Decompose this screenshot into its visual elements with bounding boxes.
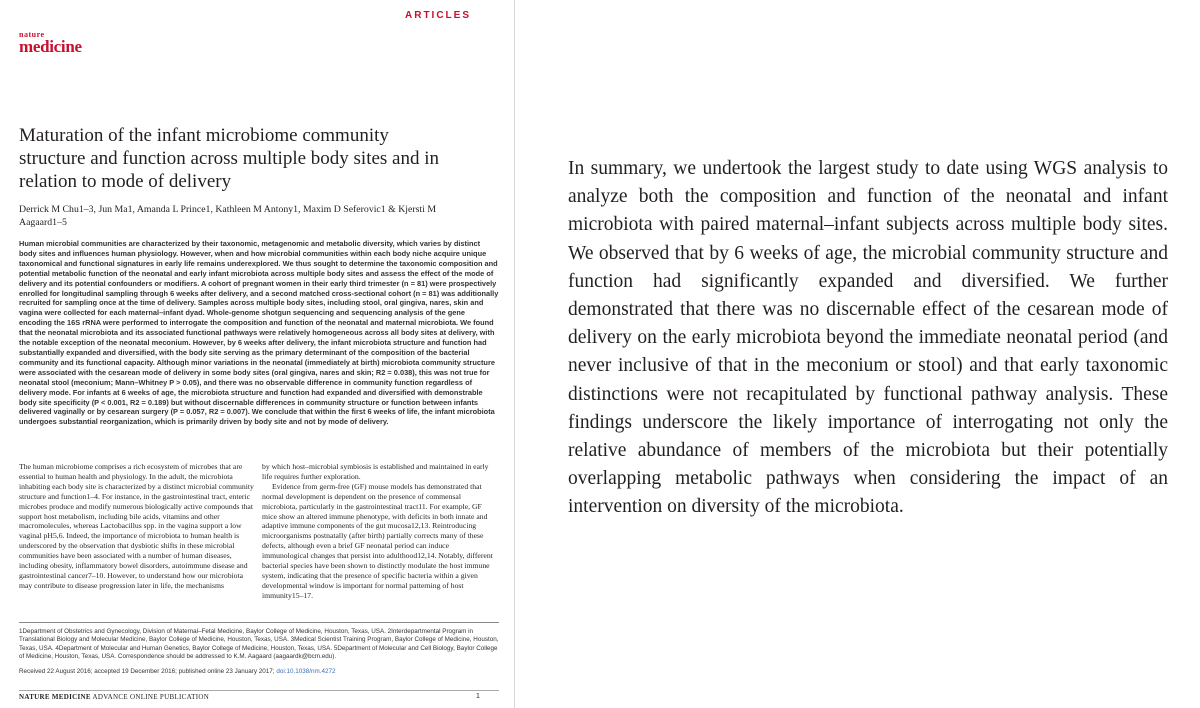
article-authors: Derrick M Chu1–3, Jun Ma1, Amanda L Prince1, Kathleen M Antony1, Maxim D Seferovic1 & Kjersti M Aagaard1–5	[19, 204, 437, 228]
body-paragraph: by which host–microbial symbiosis is established and maintained in early life requires further exploration.	[262, 462, 489, 481]
summary-panel	[520, 0, 1200, 708]
logo-big-text: medicine	[19, 37, 82, 56]
journal-logo	[19, 31, 82, 55]
received-dates	[19, 668, 499, 676]
page-number: 1	[476, 693, 480, 700]
footnote-divider	[19, 622, 499, 623]
body-column-right	[262, 462, 497, 601]
article-page	[0, 0, 515, 708]
logo-small-text: nature	[19, 30, 45, 39]
doi-link[interactable]: doi:10.1038/nm.4272	[276, 668, 336, 675]
affiliations: 1Department of Obstetrics and Gynecology, Division of Maternal–Fetal Medicine, Baylor College of Medicine, Houston, Texas, USA. 2Interdepartmental Program in Translational Biology and Molecular Medicine, Baylor College of Medicine, Houston, Texas, USA. 3Medical Scientist Training Program, Baylor College of Medicine, Houston, Texas, USA. 4Department of Molecular and Human Genetics, Baylor College of Medicine, Houston, Texas, USA. 5Department of Molecular and Cell Biology, Baylor College of Medicine, Houston, Texas, USA. Correspondence should be addressed to K.M. Aagaard (aagaardk@bcm.edu).	[19, 628, 499, 660]
article-abstract: Human microbial communities are characterized by their taxonomic, metagenomic and metabolic diversity, which varies by distinct body sites and influences human physiology. However, when and how microbial communities within each body niche acquire unique taxonomical and functional signatures in early life remains underexplored. We thus sought to determine the taxonomic composition and potential metabolic function of the neonatal and early infant microbiota across multiple body sites and assess the effect of the mode of delivery and its potential confounders or modifiers. A cohort of pregnant women in their early third trimester (n = 81) were prospectively enrolled for longitudinal sampling through 6 weeks after delivery, and a second matched cross-sectional cohort (n = 81) was additionally recruited for sampling once at the time of delivery. Samples across multiple body sites, including stool, oral gingiva, nares, skin and vagina were collected for each maternal–infant dyad. Whole-genome shotgun sequencing and sequencing analysis of the gene encoding the 16S rRNA were performed to interrogate the composition and function of the neonatal and maternal microbiota. We found that the neonatal microbiota and its associated functional pathways were relatively homogeneous across all body sites at delivery, with the notable exception of the neonatal meconium. However, by 6 weeks after delivery, the infant microbiota structure and function had substantially expanded and diversified, with the body site serving as the primary determinant of the composition of the bacterial community and its functional capacity. Although minor variations in the neonatal (immediately at birth) microbiota community structure were associated with the cesarean mode of delivery in some body sites (oral gingiva, nares and skin; R2 = 0.038), this was not true for neonatal stool (meconium; Mann–Whitney P > 0.05), and there was no observable difference in community function regardless of delivery mode. For infants at 6 weeks of age, the microbiota structure and function had expanded and diversified with demonstrable body site specificity (P < 0.001, R2 = 0.189) but without discernable differences in community structure or function between infants delivered vaginally or by cesarean surgery (P = 0.057, R2 = 0.007). We conclude that within the first 6 weeks of life, the infant microbiota undergoes substantial reorganization, which is primarily driven by body site and not by mode of delivery.	[19, 239, 499, 427]
article-title: Maturation of the infant microbiome community structure and function across multiple body sites and in relation to mode of delivery	[19, 125, 440, 192]
summary-text: In summary, we undertook the largest study to date using WGS analysis to analyze both the composition and function of the neonatal and infant microbiota with paired maternal–infant subjects across multiple body sites. We observed that by 6 weeks of age, the microbial community structure and function had significantly expanded and diversified. We further demonstrated that there was no discernable effect of the cesarean mode of delivery on the early microbiota beyond the immediate neonatal period (and never inclusive of that in the meconium or stool) and that early taxonomic distinctions were not recapitulated by functional pathway analysis. These findings underscore the likely importance of interrogating not only the relative abundance of members of the microbiota but their potentially overlapping metabolic pathways when considering the impact of an intervention on diversity of the microbiota.	[568, 158, 1168, 518]
body-paragraph: The human microbiome comprises a rich ecosystem of microbes that are essential to human health and physiology. In the adult, the microbiota inhabiting each body site is characterized by a distinct microbial community structure and function1–4. For instance, in the gastrointestinal tract, enteric microbes produce and modify numerous biologically active compounds that support host metabolism, including bile acids, vitamins and other macromolecules, whereas Lactobacillus spp. in the vagina support a low vaginal pH5,6. Indeed, the importance of microbiota to human health is underscored by the observation that dysbiotic shifts in these microbial communities have been associated with a number of human diseases, including obesity, inflammatory bowel disorders, autoimmune disease and gastrointestinal cancer7–10. However, to understand how our microbiota may contribute to disease progression later in life, the mechanisms	[19, 462, 254, 590]
body-column-left	[19, 462, 254, 591]
footer-journal-subtitle: ADVANCE ONLINE PUBLICATION	[90, 693, 210, 701]
footer-journal	[19, 693, 209, 701]
footer-journal-name: NATURE MEDICINE	[19, 693, 91, 701]
section-label: ARTICLES	[405, 10, 471, 21]
footer-divider	[19, 690, 499, 691]
received-text: Received 22 August 2016; accepted 19 December 2016; published online 23 January 2017;	[19, 668, 277, 675]
body-paragraph: Evidence from germ-free (GF) mouse models has demonstrated that normal development is dependent on the presence of commensal microbiota, particularly in the gastrointestinal tract11. For example, GF mice show an altered immune phenotype, with deficits in both innate and adaptive immune components of the gut mucosa12,13. Reintroducing microorganisms postnatally (after birth) partially corrects many of these defects, although even a brief GF neonatal period can induce immunological changes that persist into adulthood12,14. Notably, different bacterial species have been shown to distinctly modulate the host immune system, indicating that the presence of specific bacteria within a given developmental window is important for normal patterning of host immunity15–17.	[262, 481, 493, 600]
